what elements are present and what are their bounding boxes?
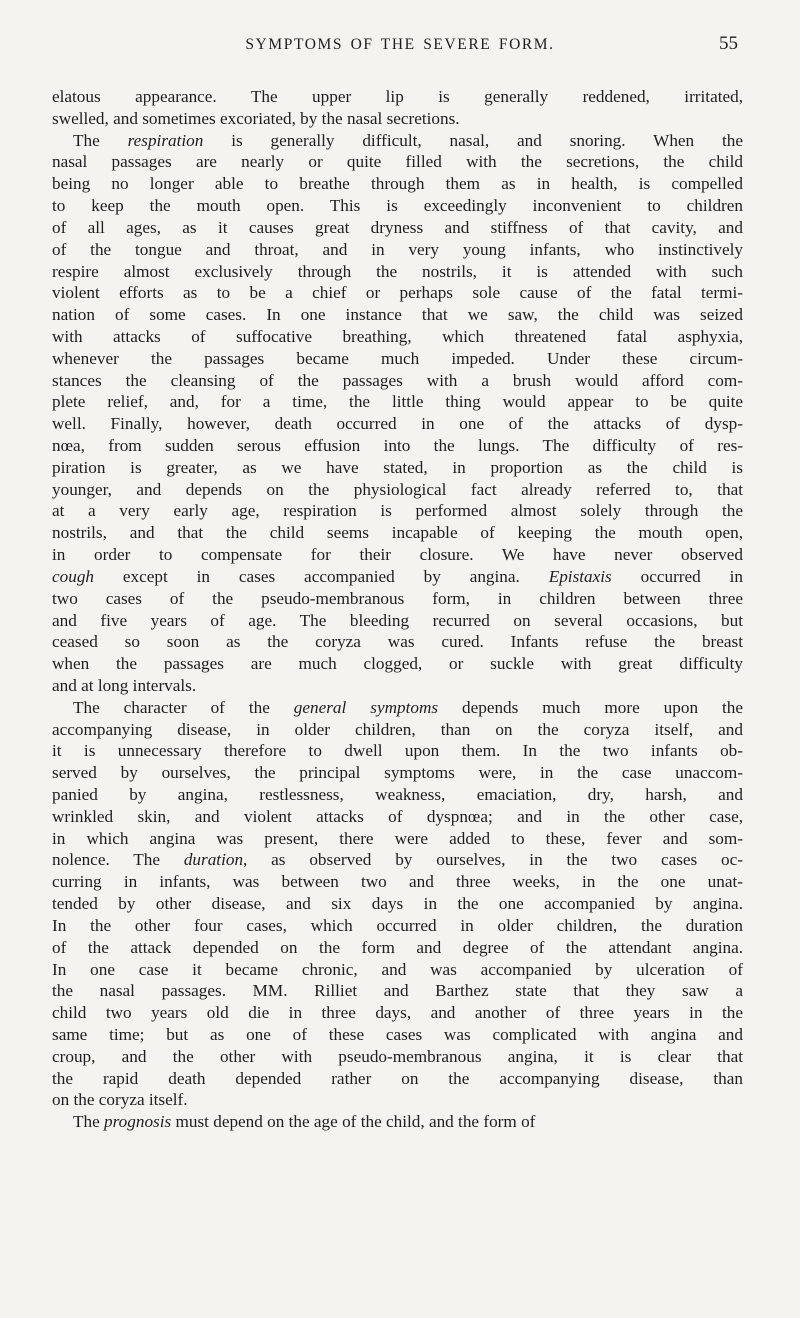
text-line [52, 130, 743, 152]
text-line [52, 828, 743, 850]
italic-term: general symptoms [293, 697, 439, 717]
text-run: croup, and the other with pseudo-membranous angina, it is clear that [52, 1046, 743, 1066]
text-run: curring in infants, was between two and three weeks, in the one unat- [52, 872, 743, 892]
text-line [52, 457, 743, 479]
text-line [52, 784, 743, 806]
text-run: same time; but as one of these cases was complicated with angina and [52, 1024, 743, 1044]
text-line [52, 304, 743, 326]
text-line [52, 1111, 743, 1133]
text-run: except in cases accompanied by angina. [94, 566, 549, 586]
text-line [52, 1089, 743, 1111]
text-run: accompanying disease, in older children, than on the coryza itself, and [52, 719, 743, 739]
text-line [52, 86, 743, 108]
text-run: nœa, from sudden serous effusion into the lungs. The difficulty of res- [52, 436, 743, 455]
text-line [52, 959, 743, 981]
text-line [52, 675, 743, 697]
text-run: and at long intervals. [52, 675, 197, 695]
text-run: In the other four cases, which occurred in older children, the duration [52, 915, 743, 935]
text-run: younger, and depends on the physiological fact already referred to, that [52, 479, 743, 499]
italic-term: respiration [127, 130, 204, 150]
text-line [52, 871, 743, 893]
text-run: depends much more upon the [438, 697, 743, 717]
text-run: elatous appearance. The upper lip is generally reddened, irritated, [52, 87, 743, 106]
page-header [0, 33, 800, 60]
text-run: of the tongue and throat, and in very young infants, who instinctively [52, 239, 743, 259]
text-run: in which angina was present, there were added to these, fever and som- [52, 828, 743, 848]
text-line [52, 762, 743, 784]
text-run: served by ourselves, the principal symptoms were, in the case unaccom- [52, 763, 743, 783]
text-run: tended by other disease, and six days in the one accompanied by angina. [52, 894, 743, 914]
italic-term: prognosis [104, 1112, 172, 1132]
text-run: at a very early age, respiration is performed almost solely through the [52, 501, 743, 521]
text-run: when the passages are much clogged, or suckle with great difficulty [52, 654, 743, 674]
text-line [52, 435, 743, 457]
body-text [52, 86, 743, 1133]
text-line [52, 697, 743, 719]
text-line [52, 1046, 743, 1068]
italic-term: Epistaxis [548, 566, 612, 586]
text-run: ceased so soon as the coryza was cured. Infants refuse the breast [52, 632, 743, 652]
text-line [52, 980, 743, 1002]
text-run: of all ages, as it causes great dryness and stiffness of that cavity, and [52, 217, 743, 237]
text-run: nostrils, and that the child seems incapable of keeping the mouth open, [52, 523, 743, 543]
text-line [52, 1024, 743, 1046]
text-line [52, 610, 743, 632]
text-line [52, 413, 743, 435]
text-run: respire almost exclusively through the nostrils, it is attended with such [52, 261, 743, 281]
text-run: stances the cleansing of the passages with a brush would afford com- [52, 370, 743, 390]
text-run: wrinkled skin, and violent attacks of dyspnœa; and in the other case, [52, 806, 743, 826]
text-run: well. Finally, however, death occurred in one of the attacks of dysp- [52, 414, 743, 434]
text-run: occurred in [611, 566, 743, 586]
text-line [52, 195, 743, 217]
text-line [52, 522, 743, 544]
italic-term: duration [183, 850, 244, 870]
text-line [52, 479, 743, 501]
text-line [52, 173, 743, 195]
text-run: two cases of the pseudo-membranous form, in children between three [52, 588, 743, 608]
text-run: The character of the [73, 697, 294, 717]
text-run: piration is greater, as we have stated, in proportion as the child is [52, 457, 743, 477]
text-run: nolence. The [52, 850, 184, 870]
text-run: of the attack depended on the form and degree of the attendant angina. [52, 937, 743, 957]
text-run: nasal passages are nearly or quite filled with the secretions, the child [52, 152, 743, 172]
text-run: the nasal passages. MM. Rilliet and Barthez state that they saw a [52, 981, 743, 1001]
text-line [52, 1002, 743, 1024]
text-run: the rapid death depended rather on the accompanying disease, than [52, 1068, 743, 1088]
text-line [52, 588, 743, 610]
text-line [52, 806, 743, 828]
text-line [52, 261, 743, 283]
text-run: panied by angina, restlessness, weakness, emaciation, dry, harsh, and [52, 785, 743, 804]
text-run: The [73, 1112, 105, 1132]
text-line [52, 282, 743, 304]
text-run: and five years of age. The bleeding recurred on several occasions, but [52, 610, 743, 630]
text-line [52, 500, 743, 522]
text-line [52, 151, 743, 173]
text-line [52, 740, 743, 762]
running-title: SYMPTOMS OF THE SEVERE FORM. [245, 36, 555, 53]
italic-term: cough [52, 566, 95, 586]
text-line [52, 915, 743, 937]
text-line [52, 544, 743, 566]
text-line [52, 348, 743, 370]
text-run: whenever the passages became much impeded. Under these circum- [52, 348, 743, 368]
text-run: with attacks of suffocative breathing, which threatened fatal asphyxia, [52, 326, 743, 346]
text-run: The [73, 130, 128, 150]
text-run: In one case it became chronic, and was accompanied by ulceration of [52, 959, 743, 979]
text-line [52, 653, 743, 675]
text-line [52, 370, 743, 392]
text-run: nation of some cases. In one instance that we saw, the child was seized [52, 305, 743, 325]
text-run: on the coryza itself. [52, 1090, 188, 1110]
text-line [52, 937, 743, 959]
text-run: it is unnecessary therefore to dwell upon them. In the two infants ob- [52, 741, 743, 761]
text-line [52, 893, 743, 915]
text-line [52, 719, 743, 741]
text-run: violent efforts as to be a chief or perhaps sole cause of the fatal termi- [52, 283, 743, 303]
text-run: is generally difficult, nasal, and snoring. When the [203, 130, 743, 150]
text-run: being no longer able to breathe through them as in health, is compelled [52, 174, 743, 194]
text-line [52, 566, 743, 588]
text-run: must depend on the age of the child, and the form of [171, 1112, 536, 1132]
text-run: child two years old die in three days, and another of three years in the [52, 1003, 743, 1023]
text-line [52, 1068, 743, 1090]
text-run: in order to compensate for their closure. We have never observed [52, 545, 743, 565]
text-line [52, 108, 743, 130]
text-line [52, 849, 743, 871]
text-line [52, 239, 743, 261]
text-run: swelled, and sometimes excoriated, by the nasal secretions. [52, 108, 460, 128]
text-line [52, 326, 743, 348]
text-line [52, 631, 743, 653]
text-run: , as observed by ourselves, in the two cases oc- [243, 850, 743, 870]
text-line [52, 391, 743, 413]
page-number: 55 [719, 33, 738, 54]
text-line [52, 217, 743, 239]
text-run: plete relief, and, for a time, the little thing would appear to be quite [52, 392, 743, 412]
text-run: to keep the mouth open. This is exceedingly inconvenient to children [52, 196, 743, 216]
